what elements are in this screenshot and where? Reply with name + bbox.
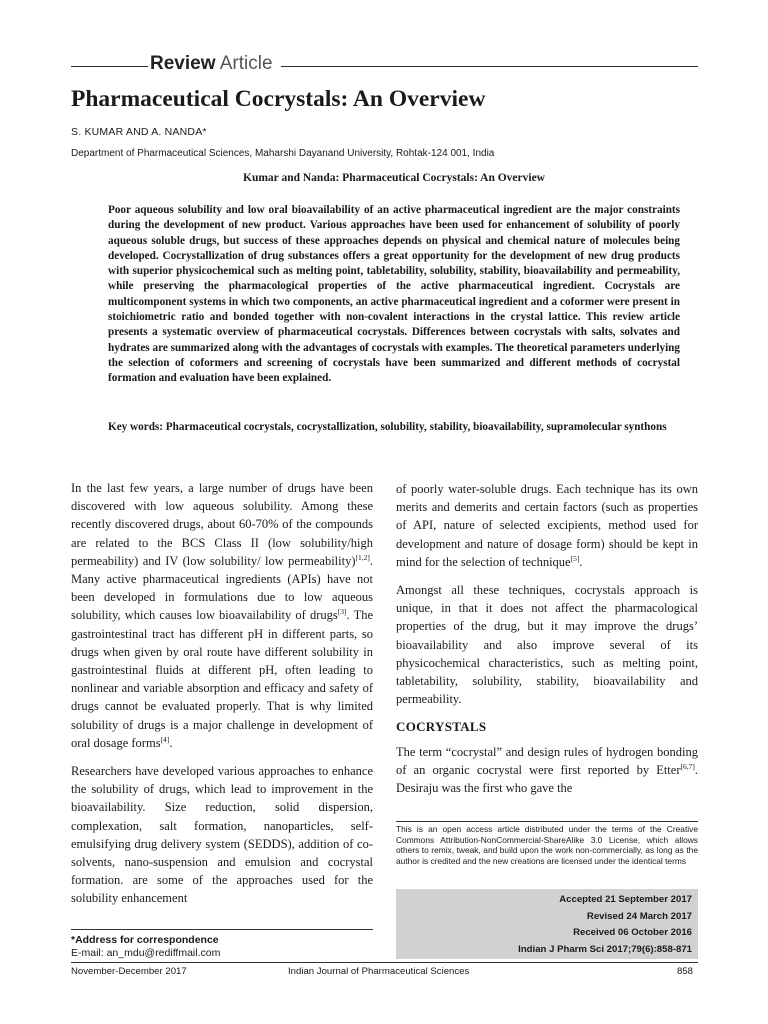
authors: S. KUMAR AND A. NANDA* xyxy=(71,126,207,138)
section-label-bold: Review xyxy=(150,53,216,74)
intro-paragraph-4: Amongst all these techniques, cocrystals approach is unique, in that it does not affect the pharmacological properties of the drug, but it may improve the drugs’ bioavailability and also improve several of its physicochemical characteristics, such as melting point, tabletability, solubility, stability, bioavailability and permeability. xyxy=(396,583,698,707)
intro-paragraph-2: Researchers have developed various approaches to enhance the solubility of drugs, which lead to improvement in the bioavailability. Size reduction, solid dispersion, complexation, salt formation, nanoparticles, self-emulsifying drug delivery system (SEDDS), addition of co-solvents, nano-suspension and emulsion and cocrystal formation. are some of the approaches used for the solubility enhancement xyxy=(71,764,373,906)
section-heading-cocrystals: COCRYSTALS xyxy=(396,719,487,735)
correspondence xyxy=(71,934,220,960)
keywords: Key words: Pharmaceutical cocrystals, cocrystallization, solubility, stability, bioavailability, supramolecular synthons xyxy=(108,421,667,433)
citation: [1,2] xyxy=(355,552,370,562)
revised-date: Revised 24 March 2017 xyxy=(586,910,692,922)
cocrystals-paragraph-1 xyxy=(396,743,698,798)
text-span: . xyxy=(169,735,173,750)
footer-journal-name: Indian Journal of Pharmaceutical Sciences xyxy=(288,966,470,977)
text-span: of poorly water-soluble drugs. Each technique has its own merits and demerits and certain factors (such as properties of API, nature of selected excipients, method used for development and nature of dosage form) should be kept in mind for the selection of technique xyxy=(396,482,698,569)
correspondence-heading: *Address for correspondence xyxy=(71,934,219,946)
text-span: In the last few years, a large number of drugs have been discovered with low aqueous solubility. Among these recently discovered drugs, about 60-70% of the compounds are related to the BCS Class II (low solubility/high permeability) and IV (low solubility/ low permeability) xyxy=(71,481,373,568)
correspondence-email: E-mail: an_mdu@rediffmail.com xyxy=(71,947,221,959)
text-span: . Desiraju was the first who gave the xyxy=(396,762,698,796)
affiliation: Department of Pharmaceutical Sciences, Maharshi Dayanand University, Rohtak-124 001, India xyxy=(71,148,495,159)
article-title: Pharmaceutical Cocrystals: An Overview xyxy=(71,86,486,112)
running-title: Kumar and Nanda: Pharmaceutical Cocrystals: An Overview xyxy=(243,172,545,184)
license-note: This is an open access article distributed under the terms of the Creative Commons Attribution-NonCommercial-ShareAlike 3.0 License, which allows others to remix, tweak, and build upon the work non-commercially, as long as the author is credited and the new creations are licensed under the identical terms xyxy=(396,824,698,866)
citation: [5] xyxy=(570,553,580,563)
text-span: . xyxy=(579,554,583,569)
intro-paragraph-1 xyxy=(71,479,373,752)
text-span: The term “cocrystal” and design rules of hydrogen bonding of an organic cocrystal were first reported by Etter xyxy=(396,744,698,777)
footer-issue-date: November-December 2017 xyxy=(71,966,187,977)
intro-paragraph-3 xyxy=(396,480,698,571)
citation: [3] xyxy=(337,607,347,617)
accepted-date: Accepted 21 September 2017 xyxy=(559,894,692,905)
footer-rule xyxy=(71,962,698,963)
section-label xyxy=(150,53,273,75)
section-label-light: Article xyxy=(219,53,273,74)
citation: [4] xyxy=(160,734,170,744)
header-rule-left xyxy=(71,66,148,67)
received-date: Received 06 October 2016 xyxy=(573,927,692,939)
article-history-box xyxy=(396,889,698,959)
right-column xyxy=(396,480,698,807)
citation-line: Indian J Pharm Sci 2017;79(6):858-871 xyxy=(518,944,692,956)
text-span: . Many active pharmaceutical ingredients (APIs) have not been developed in formulations due to low aqueous solubility, which causes low bioavailability of drugs xyxy=(71,553,373,623)
license-rule xyxy=(396,821,698,822)
left-column xyxy=(71,479,373,918)
correspondence-rule xyxy=(71,929,373,930)
text-span: . The gastrointestinal tract has different pH in different parts, so drugs when given by oral route have different solubility in gastrointestinal fluids at different pH, often leading to nonlinear and variable absorption and efficacy and safety of drugs cannot be evaluated properly. That is why limited solubility of drugs is a major challenge in development of oral dosage forms xyxy=(71,608,373,750)
citation: [6,7] xyxy=(680,761,695,771)
footer-page-number: 858 xyxy=(677,966,694,977)
abstract: Poor aqueous solubility and low oral bioavailability of an active pharmaceutical ingredient are the major constraints during the development of new product. Various approaches have been used for enhancement of solubility of poorly aqueous soluble drugs, but success of these approaches depends on physical and chemical nature of molecules being developed. Cocrystallization of drug substances offers a great opportunity for the development of new drug products with superior physicochemical such as melting point, tabletability, solubility, stability, bioavailability and permeability, while preserving the pharmacological properties of the active pharmaceutical ingredient. Cocrystals are multicomponent systems in which two components, an active pharmaceutical ingredient and a coformer were present in stoichiometric ratio and bonded together with non-covalent interactions in the crystal lattice. This review article presents a systematic overview of pharmaceutical cocrystals. Differences between cocrystals with salts, solvates and hydrates are summarized along with the advantages of cocrystals with examples. The theoretical parameters underlying the selection of coformers and screening of cocrystals have been summarized and different methods of cocrystal formation and evaluation have been explained. xyxy=(108,204,680,385)
header-rule-right xyxy=(281,66,698,67)
